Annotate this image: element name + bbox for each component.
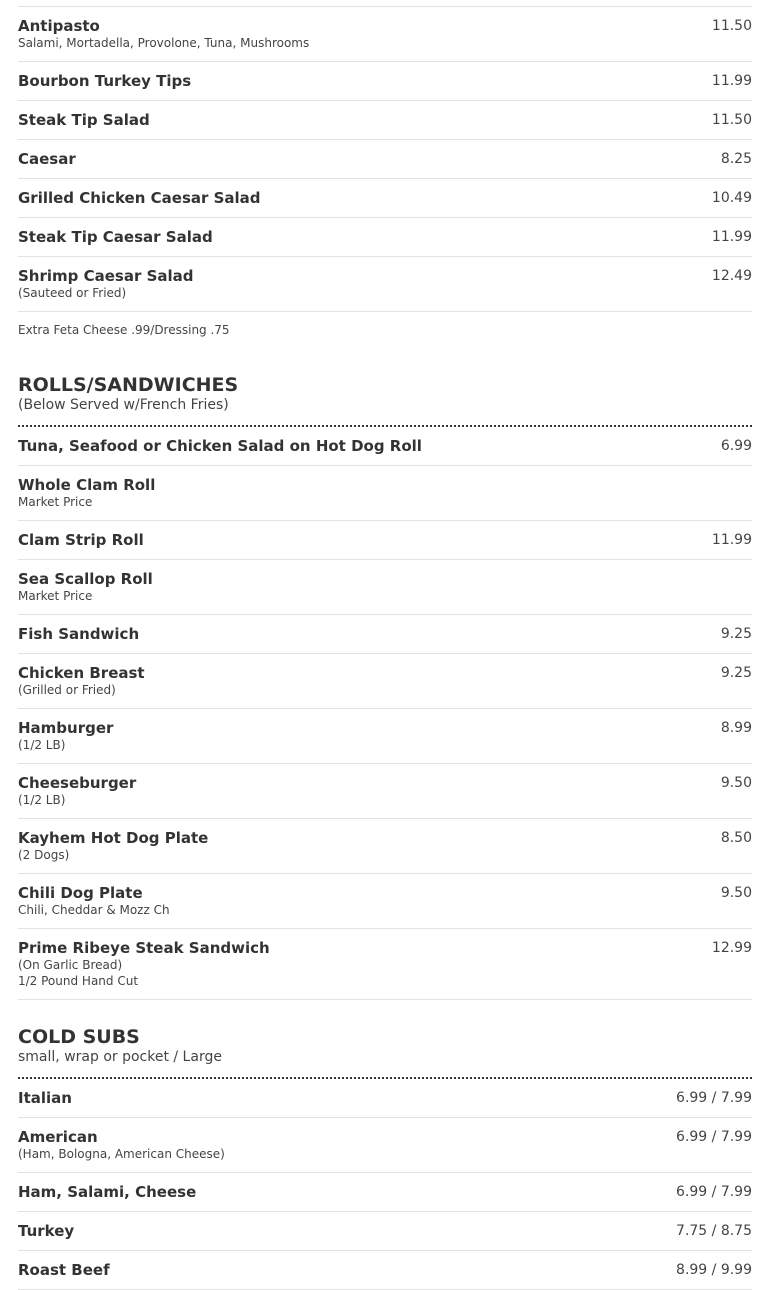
item-price: 8.99 / 9.99: [676, 1262, 752, 1278]
menu-item: [18, 1079, 752, 1118]
item-name: Antipasto: [18, 17, 100, 35]
menu-item: [18, 874, 752, 929]
menu-item: [18, 257, 752, 312]
item-description: Chili, Cheddar & Mozz Ch: [18, 903, 170, 917]
menu-item: [18, 764, 752, 819]
item-name: Tuna, Seafood or Chicken Salad on Hot Dog Roll: [18, 437, 422, 455]
menu-item: [18, 615, 752, 654]
menu-item: [18, 819, 752, 874]
item-price: 8.50: [720, 830, 752, 846]
item-price: 6.99 / 7.99: [676, 1090, 752, 1106]
item-name: Chicken Breast: [18, 664, 145, 682]
menu-item: [18, 1251, 752, 1290]
item-description: (1/2 LB): [18, 738, 66, 752]
item-description: (1/2 LB): [18, 793, 66, 807]
menu: [18, 0, 752, 1290]
item-name: Turkey: [18, 1222, 75, 1240]
item-price: 6.99: [720, 438, 752, 454]
item-price: 6.99 / 7.99: [676, 1129, 752, 1145]
menu-item: [18, 709, 752, 764]
item-price: 12.99: [711, 940, 752, 956]
cold-subs-section: [18, 1000, 752, 1290]
item-name: Shrimp Caesar Salad: [18, 267, 194, 285]
menu-item: [18, 466, 752, 521]
rolls-section: [18, 354, 752, 1000]
item-name: American: [18, 1128, 98, 1146]
item-description: (Ham, Bologna, American Cheese): [18, 1147, 225, 1161]
item-price: 7.75 / 8.75: [676, 1223, 752, 1239]
item-description: Salami, Mortadella, Provolone, Tuna, Mushrooms: [18, 36, 310, 50]
menu-item: [18, 929, 752, 1000]
item-description: Market Price: [18, 495, 93, 509]
item-price: 9.25: [720, 626, 752, 642]
item-name: Ham, Salami, Cheese: [18, 1183, 197, 1201]
item-name: Italian: [18, 1089, 72, 1107]
item-name: Prime Ribeye Steak Sandwich: [18, 939, 270, 957]
menu-item: [18, 101, 752, 140]
item-name: Steak Tip Salad: [18, 111, 150, 129]
item-name: Fish Sandwich: [18, 625, 140, 643]
item-name: Caesar: [18, 150, 76, 168]
menu-item: [18, 654, 752, 709]
menu-item: [18, 521, 752, 560]
menu-item: [18, 427, 752, 466]
item-price: 9.50: [720, 775, 752, 791]
rolls-title: ROLLS/SANDWICHES: [18, 374, 239, 396]
item-price: 10.49: [711, 190, 752, 206]
item-price: 6.99 / 7.99: [676, 1184, 752, 1200]
item-description: (Sauteed or Fried): [18, 286, 127, 300]
item-price: 11.50: [711, 112, 752, 128]
item-name: Steak Tip Caesar Salad: [18, 228, 213, 246]
item-price: 8.99: [720, 720, 752, 736]
item-description: (2 Dogs): [18, 848, 70, 862]
menu-item: [18, 1173, 752, 1212]
item-price: 11.50: [711, 18, 752, 34]
menu-item: [18, 560, 752, 615]
item-name: Hamburger: [18, 719, 114, 737]
item-price: 9.25: [720, 665, 752, 681]
menu-item: [18, 179, 752, 218]
item-price: 11.99: [711, 532, 752, 548]
item-name: Bourbon Turkey Tips: [18, 72, 192, 90]
item-name: Grilled Chicken Caesar Salad: [18, 189, 261, 207]
menu-item: [18, 140, 752, 179]
menu-item: [18, 62, 752, 101]
menu-item: [18, 7, 752, 62]
menu-item: [18, 1118, 752, 1173]
item-description: Market Price: [18, 589, 93, 603]
item-description: (On Garlic Bread): [18, 958, 123, 972]
item-name: Sea Scallop Roll: [18, 570, 153, 588]
cold-subs-list: [18, 1079, 752, 1290]
item-description: 1/2 Pound Hand Cut: [18, 974, 139, 988]
item-price: 11.99: [711, 73, 752, 89]
item-price: 8.25: [720, 151, 752, 167]
item-price: 9.50: [720, 885, 752, 901]
cold-subs-title: COLD SUBS: [18, 1026, 140, 1048]
item-price: 12.49: [711, 268, 752, 284]
item-name: Kayhem Hot Dog Plate: [18, 829, 209, 847]
rolls-subtitle: (Below Served w/French Fries): [18, 397, 229, 413]
item-name: Cheeseburger: [18, 774, 137, 792]
cold-subs-subtitle: small, wrap or pocket / Large: [18, 1049, 222, 1065]
salads-note: Extra Feta Cheese .99/Dressing .75: [18, 323, 230, 337]
item-name: Clam Strip Roll: [18, 531, 144, 549]
salads-list: [18, 7, 752, 312]
item-name: Roast Beef: [18, 1261, 110, 1279]
menu-item: [18, 1212, 752, 1251]
item-name: Whole Clam Roll: [18, 476, 156, 494]
item-name: Chili Dog Plate: [18, 884, 143, 902]
item-description: (Grilled or Fried): [18, 683, 116, 697]
item-price: 11.99: [711, 229, 752, 245]
menu-item: [18, 218, 752, 257]
rolls-list: [18, 427, 752, 1000]
